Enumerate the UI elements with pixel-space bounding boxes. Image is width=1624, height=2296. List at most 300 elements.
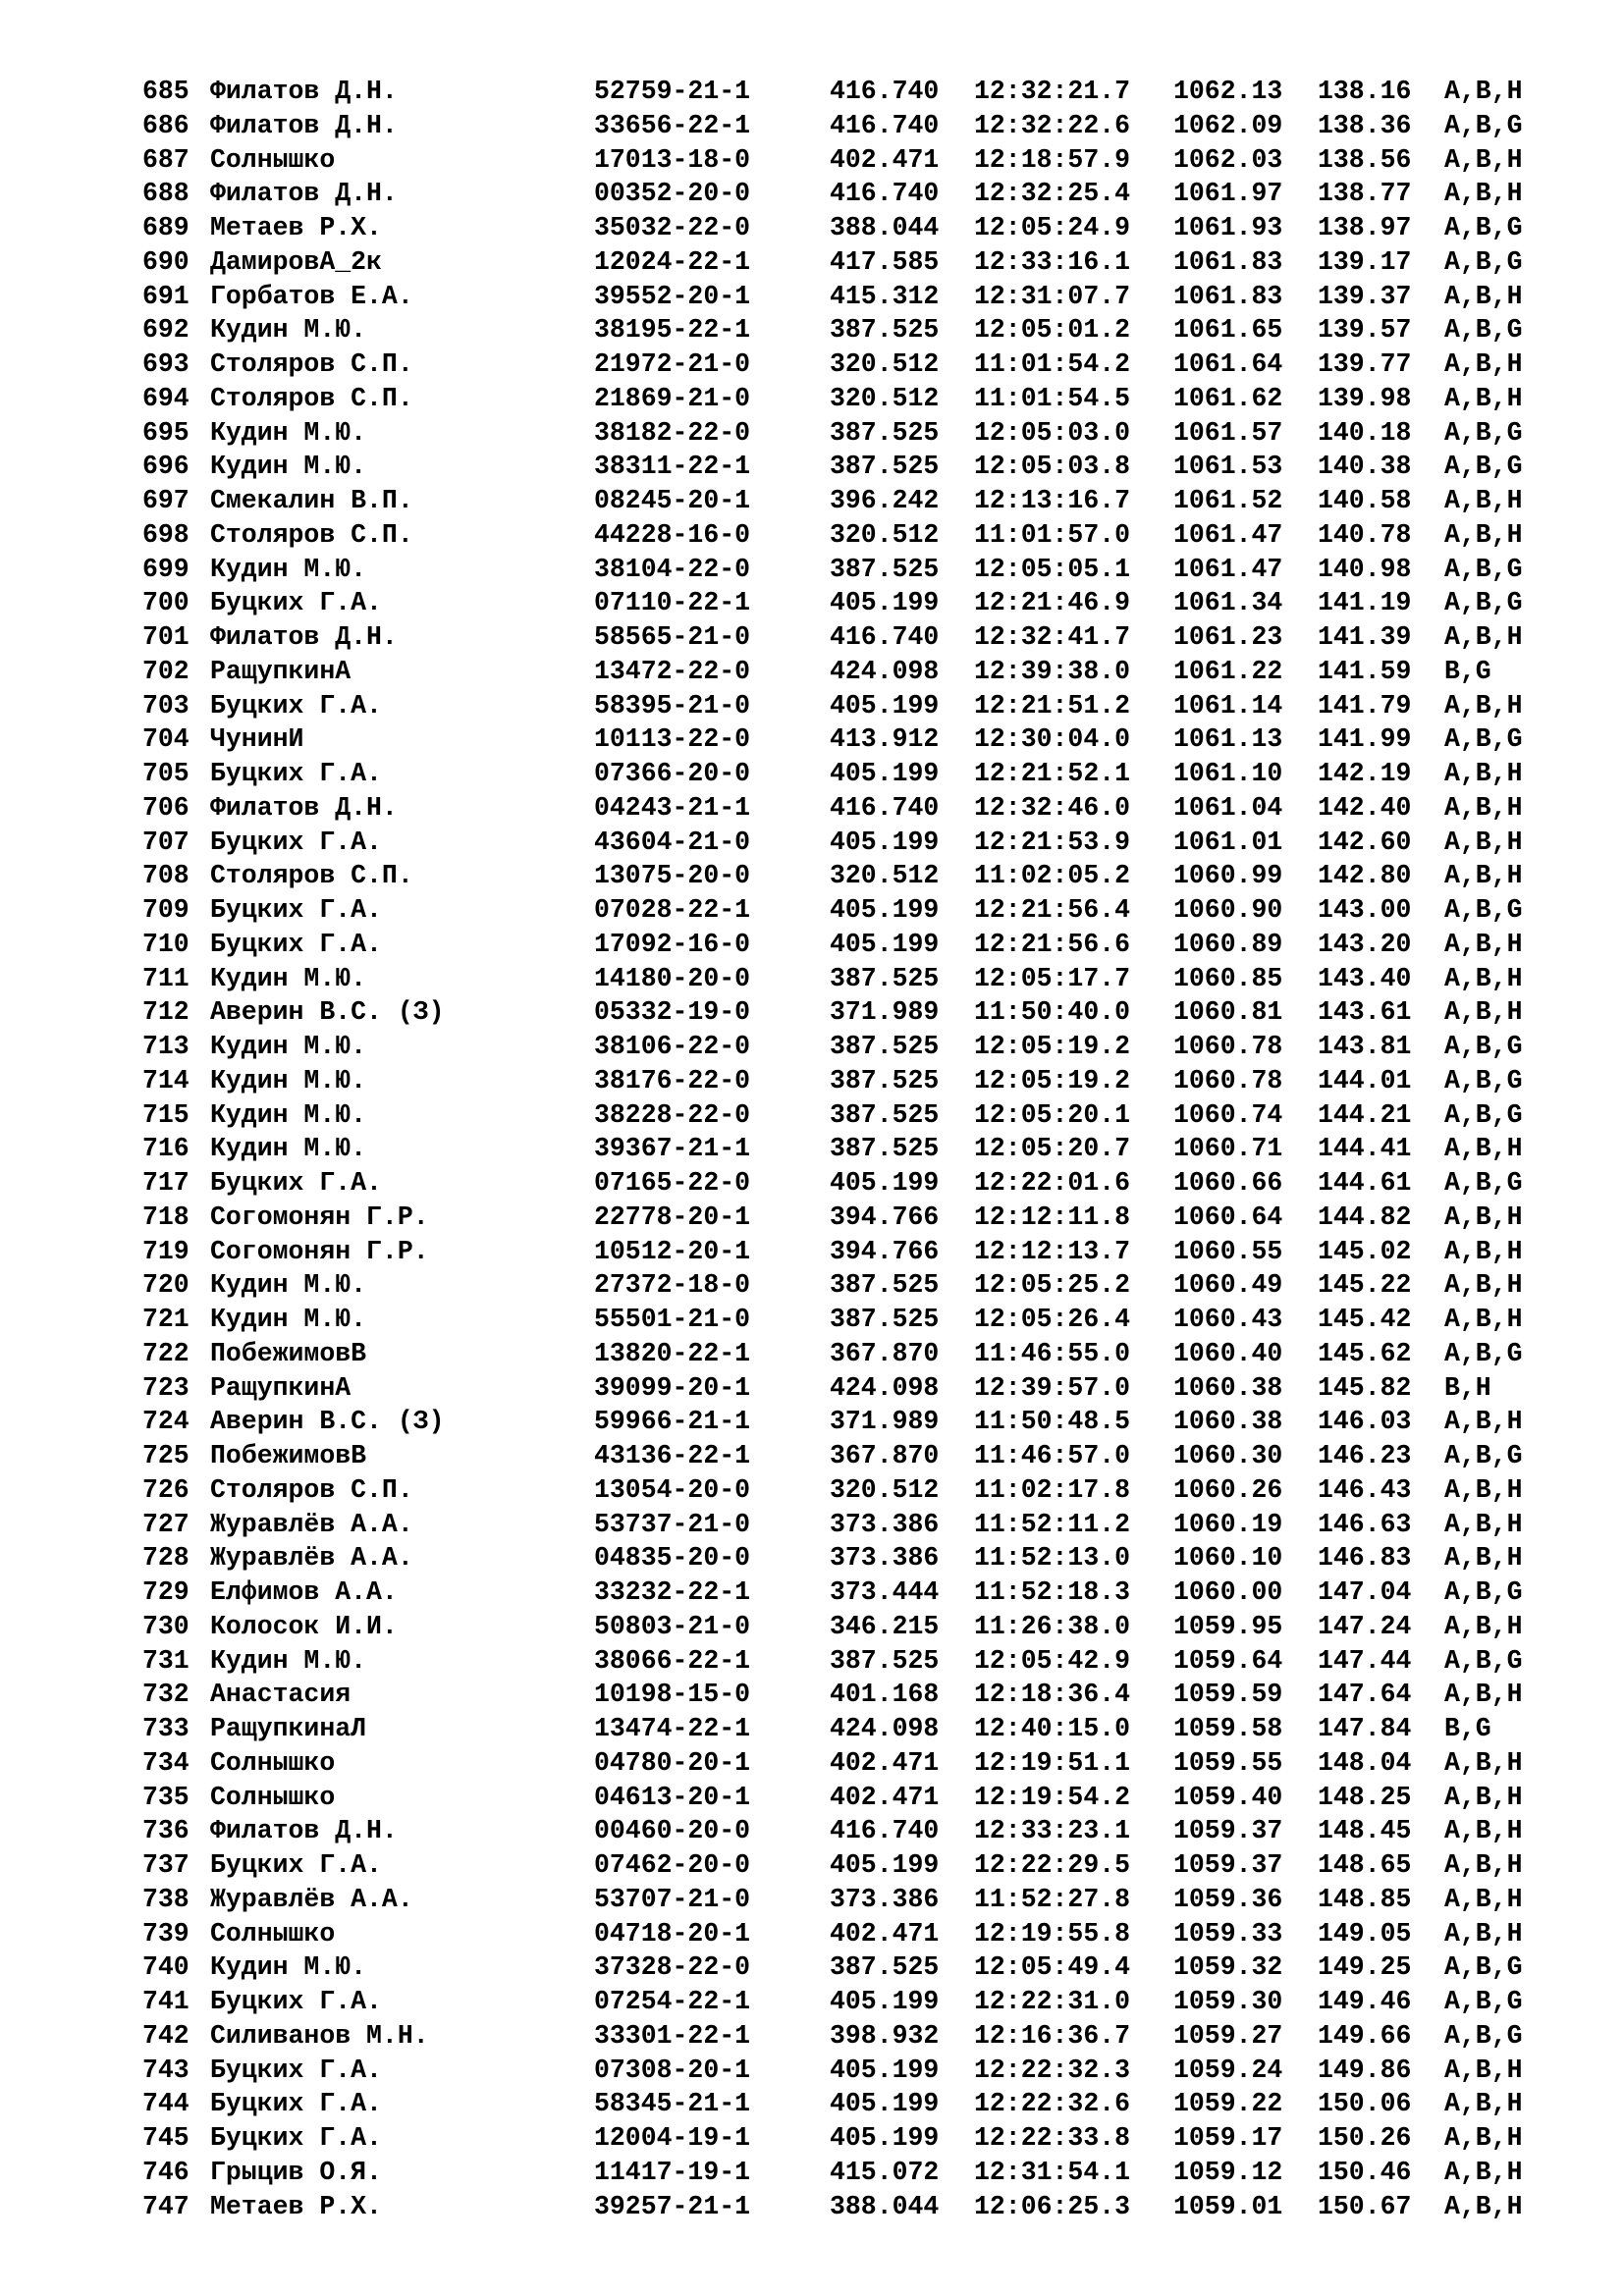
position-number: 742 — [142, 2020, 189, 2051]
category-tags: A,B,H — [1444, 1543, 1523, 1574]
points-value: 143.20 — [1318, 929, 1412, 959]
points-value: 142.60 — [1318, 827, 1412, 857]
position-number: 734 — [142, 1747, 189, 1778]
result-row — [142, 655, 1556, 689]
ring-id: 38106-22-0 — [594, 1032, 751, 1061]
participant-name: Столяров С.П. — [210, 383, 413, 413]
position-number: 686 — [142, 110, 189, 140]
position-number: 729 — [142, 1577, 189, 1607]
participant-name: Буцких Г.А. — [210, 1987, 382, 2016]
category-tags: A,B,G — [1444, 895, 1523, 925]
category-tags: A,B,G — [1444, 1168, 1523, 1198]
distance-km: 405.199 — [830, 827, 940, 857]
position-number: 733 — [142, 1714, 189, 1743]
ring-id: 52759-21-1 — [594, 77, 751, 106]
category-tags: A,B,H — [1444, 690, 1523, 721]
ring-id: 39367-21-1 — [594, 1134, 751, 1164]
arrival-time: 11:52:18.3 — [974, 1577, 1131, 1607]
result-row — [142, 1439, 1556, 1473]
participant-name: Журавлёв А.А. — [210, 1509, 413, 1539]
ring-id: 38228-22-0 — [594, 1099, 751, 1130]
ring-id: 04243-21-1 — [594, 792, 751, 823]
arrival-time: 12:19:51.1 — [974, 1747, 1131, 1778]
ring-id: 38104-22-0 — [594, 554, 751, 584]
category-tags: A,B,H — [1444, 2157, 1523, 2187]
category-tags: A,B,H — [1444, 1509, 1523, 1539]
points-value: 139.57 — [1318, 315, 1412, 346]
distance-km: 387.525 — [830, 1065, 940, 1095]
speed-value: 1059.55 — [1173, 1747, 1283, 1778]
distance-km: 405.199 — [830, 1168, 940, 1198]
points-value: 146.43 — [1318, 1474, 1412, 1505]
points-value: 150.06 — [1318, 2089, 1412, 2119]
position-number: 740 — [142, 1952, 189, 1983]
position-number: 718 — [142, 1201, 189, 1232]
points-value: 145.22 — [1318, 1270, 1412, 1301]
category-tags: A,B,G — [1444, 724, 1523, 755]
points-value: 138.56 — [1318, 144, 1412, 175]
participant-name: Филатов Д.Н. — [210, 77, 398, 106]
speed-value: 1060.78 — [1173, 1065, 1283, 1095]
speed-value: 1061.01 — [1173, 827, 1283, 857]
ring-id: 43136-22-1 — [594, 1441, 751, 1470]
arrival-time: 12:39:38.0 — [974, 656, 1131, 686]
participant-name: ДамировА_2к — [210, 246, 382, 277]
ring-id: 13474-22-1 — [594, 1714, 751, 1743]
result-row — [142, 586, 1556, 620]
position-number: 706 — [142, 792, 189, 823]
arrival-time: 12:13:16.7 — [974, 486, 1131, 515]
participant-name: Кудин М.Ю. — [210, 1305, 367, 1334]
result-row — [142, 1575, 1556, 1610]
points-value: 146.63 — [1318, 1509, 1412, 1539]
distance-km: 398.932 — [830, 2020, 940, 2051]
participant-name: Кудин М.Ю. — [210, 417, 367, 448]
result-row — [142, 1712, 1556, 1746]
speed-value: 1061.47 — [1173, 519, 1283, 550]
ring-id: 27372-18-0 — [594, 1270, 751, 1301]
position-number: 703 — [142, 690, 189, 721]
distance-km: 388.044 — [830, 2191, 940, 2221]
ring-id: 07462-20-0 — [594, 1850, 751, 1880]
category-tags: A,B,G — [1444, 417, 1523, 448]
category-tags: A,B,H — [1444, 622, 1523, 652]
points-value: 148.25 — [1318, 1782, 1412, 1812]
result-row — [142, 75, 1556, 109]
distance-km: 396.242 — [830, 486, 940, 515]
result-row — [142, 995, 1556, 1030]
arrival-time: 11:50:40.0 — [974, 997, 1131, 1028]
arrival-time: 12:05:01.2 — [974, 315, 1131, 346]
speed-value: 1060.49 — [1173, 1270, 1283, 1301]
distance-km: 416.740 — [830, 792, 940, 823]
speed-value: 1061.93 — [1173, 213, 1283, 242]
distance-km: 346.215 — [830, 1611, 940, 1641]
ring-id: 05332-19-0 — [594, 997, 751, 1028]
participant-name: Буцких Г.А. — [210, 588, 382, 618]
arrival-time: 12:22:31.0 — [974, 1987, 1131, 2016]
result-row — [142, 416, 1556, 451]
ring-id: 58345-21-1 — [594, 2089, 751, 2119]
position-number: 700 — [142, 588, 189, 618]
speed-value: 1060.64 — [1173, 1201, 1283, 1232]
result-row — [142, 1268, 1556, 1303]
arrival-time: 12:19:54.2 — [974, 1782, 1131, 1812]
points-value: 148.65 — [1318, 1850, 1412, 1880]
participant-name: Согомонян Г.Р. — [210, 1236, 429, 1266]
participant-name: Кудин М.Ю. — [210, 1645, 367, 1676]
result-row — [142, 450, 1556, 484]
distance-km: 405.199 — [830, 588, 940, 618]
points-value: 148.85 — [1318, 1884, 1412, 1914]
category-tags: A,B,H — [1444, 2191, 1523, 2221]
distance-km: 405.199 — [830, 690, 940, 721]
arrival-time: 12:05:20.7 — [974, 1134, 1131, 1164]
position-number: 694 — [142, 383, 189, 413]
distance-km: 387.525 — [830, 1270, 940, 1301]
category-tags: A,B,H — [1444, 997, 1523, 1028]
category-tags: A,B,G — [1444, 554, 1523, 584]
participant-name: Горбатов Е.А. — [210, 281, 413, 311]
participant-name: Буцких Г.А. — [210, 759, 382, 788]
position-number: 736 — [142, 1816, 189, 1846]
speed-value: 1060.55 — [1173, 1236, 1283, 1266]
arrival-time: 12:32:21.7 — [974, 77, 1131, 106]
arrival-time: 11:01:57.0 — [974, 519, 1131, 550]
position-number: 739 — [142, 1918, 189, 1949]
result-row — [142, 177, 1556, 211]
result-row — [142, 2190, 1556, 2224]
ring-id: 50803-21-0 — [594, 1611, 751, 1641]
participant-name: Буцких Г.А. — [210, 2055, 382, 2085]
position-number: 691 — [142, 281, 189, 311]
result-row — [142, 1746, 1556, 1781]
result-row — [142, 484, 1556, 518]
position-number: 688 — [142, 179, 189, 209]
ring-id: 44228-16-0 — [594, 519, 751, 550]
participant-name: Буцких Г.А. — [210, 2089, 382, 2119]
distance-km: 387.525 — [830, 963, 940, 993]
ring-id: 00352-20-0 — [594, 179, 751, 209]
ring-id: 07165-22-0 — [594, 1168, 751, 1198]
result-row — [142, 1610, 1556, 1644]
arrival-time: 12:05:49.4 — [974, 1952, 1131, 1983]
points-value: 147.84 — [1318, 1714, 1412, 1743]
category-tags: A,B,H — [1444, 963, 1523, 993]
participant-name: Журавлёв А.А. — [210, 1543, 413, 1574]
arrival-time: 12:19:55.8 — [974, 1918, 1131, 1949]
position-number: 685 — [142, 77, 189, 106]
points-value: 145.82 — [1318, 1372, 1412, 1403]
position-number: 737 — [142, 1850, 189, 1880]
points-value: 139.98 — [1318, 383, 1412, 413]
arrival-time: 12:05:19.2 — [974, 1032, 1131, 1061]
speed-value: 1062.09 — [1173, 110, 1283, 140]
speed-value: 1059.24 — [1173, 2055, 1283, 2085]
ring-id: 07110-22-1 — [594, 588, 751, 618]
distance-km: 387.525 — [830, 1305, 940, 1334]
speed-value: 1062.03 — [1173, 144, 1283, 175]
ring-id: 07308-20-1 — [594, 2055, 751, 2085]
ring-id: 14180-20-0 — [594, 963, 751, 993]
result-row — [142, 1132, 1556, 1166]
result-row — [142, 1541, 1556, 1575]
category-tags: A,B,G — [1444, 1338, 1523, 1368]
category-tags: A,B,H — [1444, 1884, 1523, 1914]
distance-km: 405.199 — [830, 1850, 940, 1880]
speed-value: 1059.01 — [1173, 2191, 1283, 2221]
points-value: 139.77 — [1318, 349, 1412, 379]
distance-km: 373.444 — [830, 1577, 940, 1607]
participant-name: Столяров С.П. — [210, 861, 413, 891]
arrival-time: 11:02:17.8 — [974, 1474, 1131, 1505]
result-row — [142, 1166, 1556, 1201]
position-number: 705 — [142, 759, 189, 788]
points-value: 144.82 — [1318, 1201, 1412, 1232]
ring-id: 13820-22-1 — [594, 1338, 751, 1368]
participant-name: Метаев Р.Х. — [210, 213, 382, 242]
category-tags: A,B,H — [1444, 929, 1523, 959]
points-value: 142.19 — [1318, 759, 1412, 788]
category-tags: A,B,G — [1444, 315, 1523, 346]
points-value: 145.62 — [1318, 1338, 1412, 1368]
speed-value: 1060.26 — [1173, 1474, 1283, 1505]
position-number: 690 — [142, 246, 189, 277]
distance-km: 401.168 — [830, 1680, 940, 1710]
points-value: 148.04 — [1318, 1747, 1412, 1778]
category-tags: A,B,G — [1444, 1987, 1523, 2016]
result-row — [142, 2054, 1556, 2088]
result-row — [142, 1064, 1556, 1098]
participant-name: Буцких Г.А. — [210, 690, 382, 721]
speed-value: 1060.90 — [1173, 895, 1283, 925]
points-value: 144.41 — [1318, 1134, 1412, 1164]
arrival-time: 12:22:33.8 — [974, 2123, 1131, 2153]
category-tags: A,B,H — [1444, 1816, 1523, 1846]
arrival-time: 12:12:13.7 — [974, 1236, 1131, 1266]
result-row — [142, 1235, 1556, 1269]
speed-value: 1061.13 — [1173, 724, 1283, 755]
points-value: 143.61 — [1318, 997, 1412, 1028]
arrival-time: 12:21:46.9 — [974, 588, 1131, 618]
participant-name: Кудин М.Ю. — [210, 1270, 367, 1301]
points-value: 149.05 — [1318, 1918, 1412, 1949]
distance-km: 416.740 — [830, 179, 940, 209]
arrival-time: 12:31:54.1 — [974, 2157, 1131, 2187]
ring-id: 39257-21-1 — [594, 2191, 751, 2221]
position-number: 710 — [142, 929, 189, 959]
arrival-time: 12:05:19.2 — [974, 1065, 1131, 1095]
position-number: 692 — [142, 315, 189, 346]
category-tags: A,B,H — [1444, 77, 1523, 106]
participant-name: Кудин М.Ю. — [210, 452, 367, 482]
ring-id: 10113-22-0 — [594, 724, 751, 755]
result-row — [142, 1201, 1556, 1235]
position-number: 693 — [142, 349, 189, 379]
participant-name: Кудин М.Ю. — [210, 963, 367, 993]
points-value: 138.16 — [1318, 77, 1412, 106]
speed-value: 1060.99 — [1173, 861, 1283, 891]
speed-value: 1059.22 — [1173, 2089, 1283, 2119]
ring-id: 04613-20-1 — [594, 1782, 751, 1812]
result-row — [142, 518, 1556, 553]
speed-value: 1059.33 — [1173, 1918, 1283, 1949]
result-row — [142, 109, 1556, 143]
participant-name: РащупкинА — [210, 1372, 352, 1403]
participant-name: ПобежимовВ — [210, 1441, 367, 1470]
arrival-time: 12:05:05.1 — [974, 554, 1131, 584]
speed-value: 1061.97 — [1173, 179, 1283, 209]
points-value: 144.21 — [1318, 1099, 1412, 1130]
arrival-time: 12:05:20.1 — [974, 1099, 1131, 1130]
ring-id: 38176-22-0 — [594, 1065, 751, 1095]
position-number: 696 — [142, 452, 189, 482]
result-row — [142, 382, 1556, 416]
ring-id: 00460-20-0 — [594, 1816, 751, 1846]
speed-value: 1060.10 — [1173, 1543, 1283, 1574]
result-row — [142, 1030, 1556, 1064]
position-number: 731 — [142, 1645, 189, 1676]
participant-name: Кудин М.Ю. — [210, 1952, 367, 1983]
points-value: 143.40 — [1318, 963, 1412, 993]
points-value: 143.81 — [1318, 1032, 1412, 1061]
position-number: 713 — [142, 1032, 189, 1061]
ring-id: 58565-21-0 — [594, 622, 751, 652]
speed-value: 1061.57 — [1173, 417, 1283, 448]
speed-value: 1059.32 — [1173, 1952, 1283, 1983]
category-tags: A,B,H — [1444, 144, 1523, 175]
distance-km: 405.199 — [830, 2123, 940, 2153]
result-row — [142, 1883, 1556, 1917]
arrival-time: 12:05:17.7 — [974, 963, 1131, 993]
points-value: 149.86 — [1318, 2055, 1412, 2085]
position-number: 697 — [142, 486, 189, 515]
participant-name: Колосок И.И. — [210, 1611, 398, 1641]
participant-name: Солнышко — [210, 1782, 336, 1812]
participant-name: Столяров С.П. — [210, 349, 413, 379]
speed-value: 1061.10 — [1173, 759, 1283, 788]
arrival-time: 12:21:56.4 — [974, 895, 1131, 925]
distance-km: 320.512 — [830, 349, 940, 379]
position-number: 721 — [142, 1305, 189, 1334]
speed-value: 1060.74 — [1173, 1099, 1283, 1130]
speed-value: 1061.64 — [1173, 349, 1283, 379]
category-tags: A,B,H — [1444, 1680, 1523, 1710]
ring-id: 38182-22-0 — [594, 417, 751, 448]
category-tags: A,B,G — [1444, 1645, 1523, 1676]
distance-km: 417.585 — [830, 246, 940, 277]
result-row — [142, 1098, 1556, 1133]
result-row — [142, 722, 1556, 757]
ring-id: 13075-20-0 — [594, 861, 751, 891]
arrival-time: 12:22:32.6 — [974, 2089, 1131, 2119]
participant-name: Анастасия — [210, 1680, 352, 1710]
ring-id: 07028-22-1 — [594, 895, 751, 925]
category-tags: A,B,H — [1444, 1305, 1523, 1334]
participant-name: Столяров С.П. — [210, 1474, 413, 1505]
distance-km: 387.525 — [830, 452, 940, 482]
result-row — [142, 143, 1556, 178]
arrival-time: 12:05:26.4 — [974, 1305, 1131, 1334]
speed-value: 1060.30 — [1173, 1441, 1283, 1470]
position-number: 719 — [142, 1236, 189, 1266]
arrival-time: 12:31:07.7 — [974, 281, 1131, 311]
speed-value: 1061.14 — [1173, 690, 1283, 721]
participant-name: Кудин М.Ю. — [210, 1032, 367, 1061]
ring-id: 35032-22-0 — [594, 213, 751, 242]
ring-id: 39552-20-1 — [594, 281, 751, 311]
points-value: 140.38 — [1318, 452, 1412, 482]
ring-id: 38066-22-1 — [594, 1645, 751, 1676]
points-value: 147.44 — [1318, 1645, 1412, 1676]
category-tags: A,B,H — [1444, 281, 1523, 311]
arrival-time: 11:52:27.8 — [974, 1884, 1131, 1914]
participant-name: Кудин М.Ю. — [210, 315, 367, 346]
ring-id: 38311-22-1 — [594, 452, 751, 482]
participant-name: Аверин В.С. (З) — [210, 997, 445, 1028]
speed-value: 1061.47 — [1173, 554, 1283, 584]
category-tags: B,H — [1444, 1372, 1491, 1403]
position-number: 724 — [142, 1407, 189, 1437]
arrival-time: 12:22:01.6 — [974, 1168, 1131, 1198]
arrival-time: 12:05:42.9 — [974, 1645, 1131, 1676]
distance-km: 371.989 — [830, 1407, 940, 1437]
ring-id: 12024-22-1 — [594, 246, 751, 277]
distance-km: 405.199 — [830, 2089, 940, 2119]
arrival-time: 12:05:03.0 — [974, 417, 1131, 448]
points-value: 141.39 — [1318, 622, 1412, 652]
position-number: 728 — [142, 1543, 189, 1574]
participant-name: Филатов Д.Н. — [210, 179, 398, 209]
category-tags: A,B,H — [1444, 349, 1523, 379]
arrival-time: 11:01:54.2 — [974, 349, 1131, 379]
ring-id: 17092-16-0 — [594, 929, 751, 959]
points-value: 149.66 — [1318, 2020, 1412, 2051]
ring-id: 53737-21-0 — [594, 1509, 751, 1539]
distance-km: 387.525 — [830, 315, 940, 346]
arrival-time: 12:32:41.7 — [974, 622, 1131, 652]
position-number: 714 — [142, 1065, 189, 1095]
result-row — [142, 1405, 1556, 1439]
participant-name: Кудин М.Ю. — [210, 554, 367, 584]
position-number: 698 — [142, 519, 189, 550]
arrival-time: 12:21:53.9 — [974, 827, 1131, 857]
speed-value: 1060.89 — [1173, 929, 1283, 959]
distance-km: 387.525 — [830, 1134, 940, 1164]
speed-value: 1060.43 — [1173, 1305, 1283, 1334]
position-number: 695 — [142, 417, 189, 448]
speed-value: 1061.53 — [1173, 452, 1283, 482]
category-tags: B,G — [1444, 656, 1491, 686]
position-number: 727 — [142, 1509, 189, 1539]
speed-value: 1059.59 — [1173, 1680, 1283, 1710]
result-row — [142, 280, 1556, 314]
category-tags: A,B,H — [1444, 1270, 1523, 1301]
participant-name: Филатов Д.Н. — [210, 110, 398, 140]
position-number: 720 — [142, 1270, 189, 1301]
ring-id: 33232-22-1 — [594, 1577, 751, 1607]
position-number: 722 — [142, 1338, 189, 1368]
participant-name: Столяров С.П. — [210, 519, 413, 550]
position-number: 747 — [142, 2191, 189, 2221]
participant-name: РащупкинаЛ — [210, 1714, 367, 1743]
arrival-time: 12:12:11.8 — [974, 1201, 1131, 1232]
distance-km: 415.312 — [830, 281, 940, 311]
arrival-time: 11:01:54.5 — [974, 383, 1131, 413]
points-value: 147.24 — [1318, 1611, 1412, 1641]
speed-value: 1060.78 — [1173, 1032, 1283, 1061]
distance-km: 387.525 — [830, 417, 940, 448]
